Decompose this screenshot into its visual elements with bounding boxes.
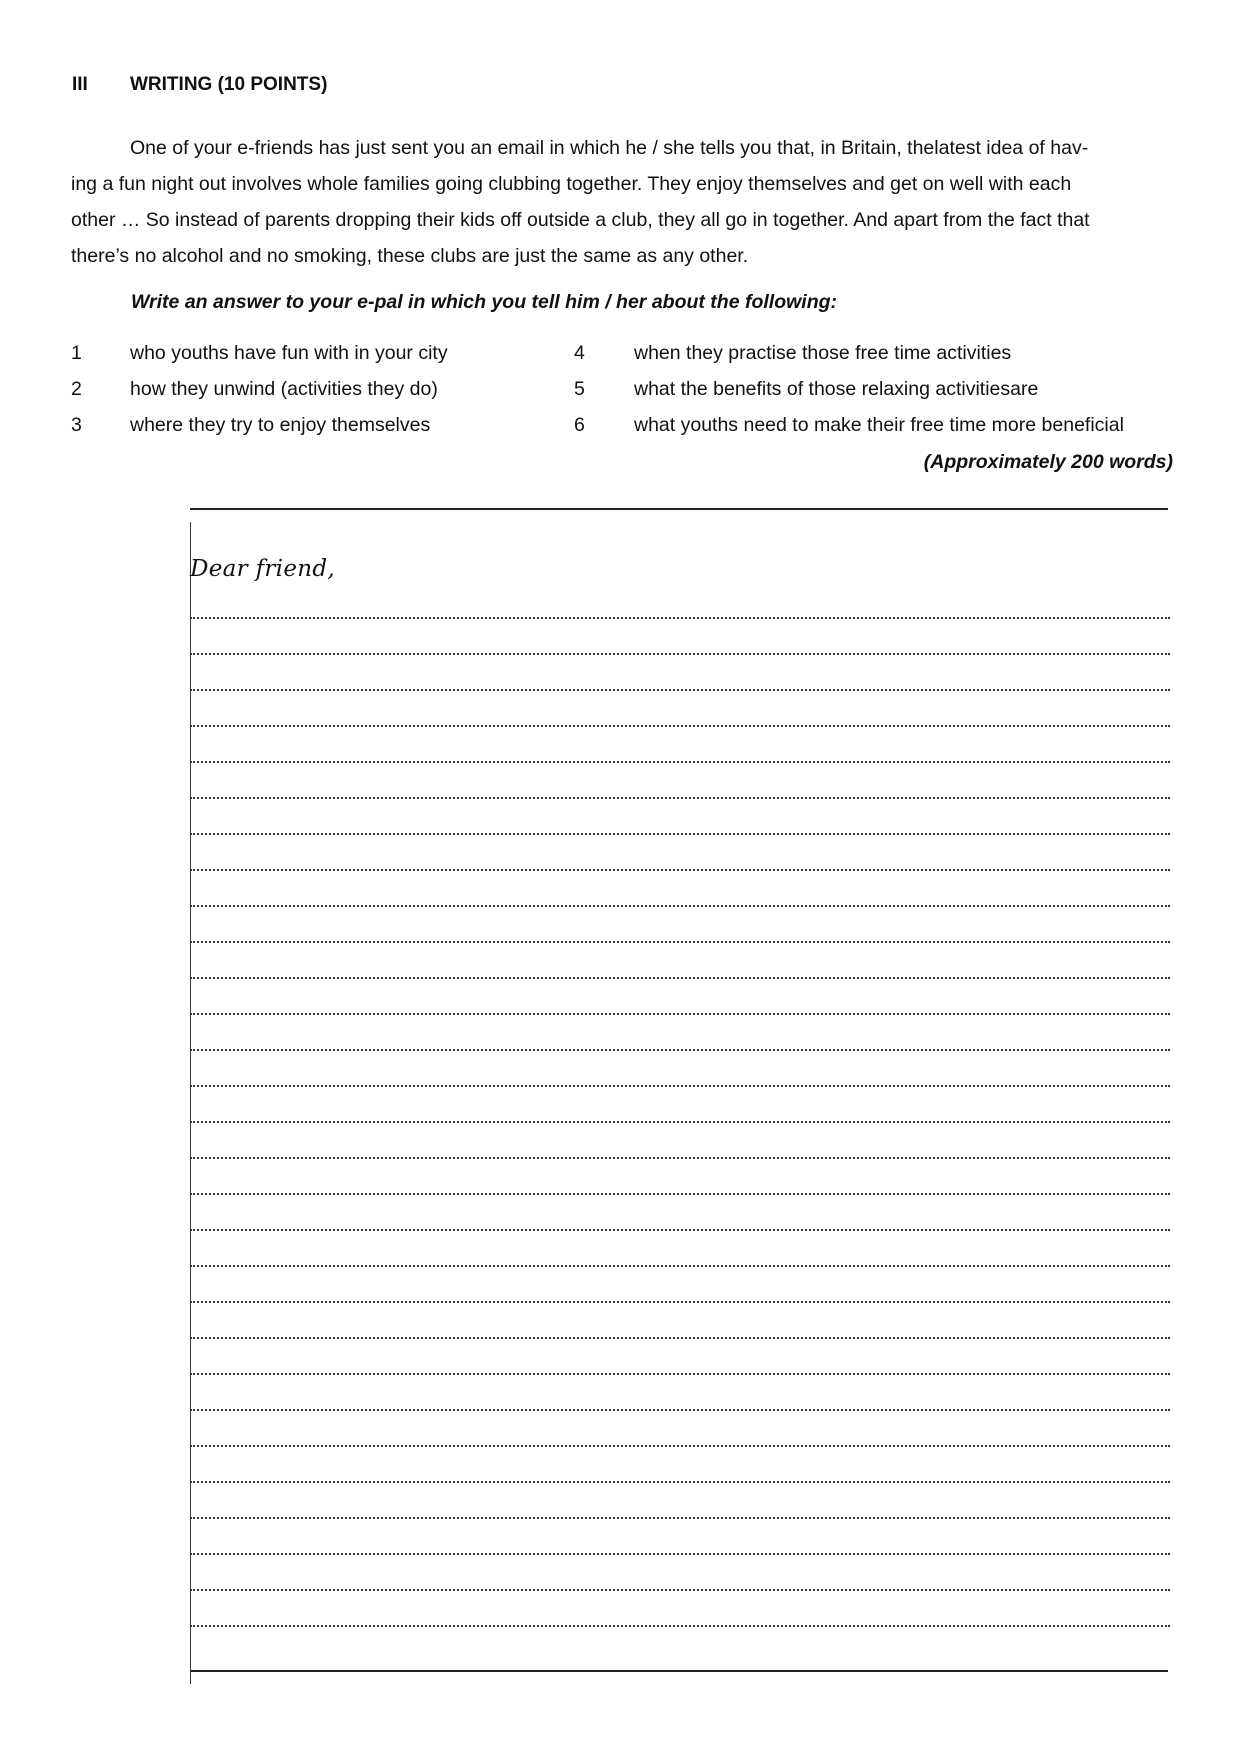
answer-box-left-rule (190, 522, 191, 1684)
task-text: who youths have fun with in your city (130, 342, 448, 364)
task-text: where they try to enjoy themselves (130, 414, 431, 436)
task-number: 5 (574, 378, 585, 400)
answer-line[interactable] (190, 1049, 1170, 1051)
task-text: what the benefits of those relaxing activitiesare (634, 378, 1039, 400)
answer-line[interactable] (190, 1481, 1170, 1483)
answer-box-bottom-rule (190, 1670, 1168, 1672)
answer-line[interactable] (190, 1193, 1170, 1195)
word-count-note: (Approximately 200 words) (923, 451, 1173, 473)
answer-line[interactable] (190, 1589, 1170, 1591)
answer-line[interactable] (190, 941, 1170, 943)
answer-line[interactable] (190, 797, 1170, 799)
prompt-line: ing a fun night out involves whole families going clubbing together. They enjoy themselves and get on well with each (71, 173, 1072, 195)
answer-line[interactable] (190, 617, 1170, 619)
task-text: what youths need to make their free time more beneficial (634, 414, 1124, 436)
answer-line[interactable] (190, 689, 1170, 691)
answer-line[interactable] (190, 1625, 1170, 1627)
answer-line[interactable] (190, 1157, 1170, 1159)
answer-line[interactable] (190, 653, 1170, 655)
task-number: 3 (71, 414, 82, 436)
answer-line[interactable] (190, 977, 1170, 979)
instruction: Write an answer to your e-pal in which you tell him / her about the following: (131, 291, 838, 313)
answer-line[interactable] (190, 905, 1170, 907)
answer-line[interactable] (190, 1517, 1170, 1519)
answer-line[interactable] (190, 1265, 1170, 1267)
section-title: WRITING (10 POINTS) (130, 74, 328, 95)
task-number: 6 (574, 414, 585, 436)
answer-line[interactable] (190, 1445, 1170, 1447)
answer-line[interactable] (190, 1085, 1170, 1087)
answer-line[interactable] (190, 869, 1170, 871)
task-text: how they unwind (activities they do) (130, 378, 438, 400)
prompt-paragraph (71, 130, 1171, 274)
prompt-line: there’s no alcohol and no smoking, these clubs are just the same as any other. (71, 245, 749, 267)
answer-box-top-rule (190, 508, 1168, 510)
task-number: 2 (71, 378, 82, 400)
task-number: 1 (71, 342, 82, 364)
answer-line[interactable] (190, 725, 1170, 727)
task-number: 4 (574, 342, 585, 364)
answer-line[interactable] (190, 1373, 1170, 1375)
answer-line[interactable] (190, 1409, 1170, 1411)
prompt-line: other … So instead of parents dropping their kids off outside a club, they all go in together. And apart from the fact that (71, 209, 1090, 231)
answer-line[interactable] (190, 1121, 1170, 1123)
prompt-line: One of your e-friends has just sent you an email in which he / she tells you that, in Britain, thelatest idea of hav- (130, 137, 1089, 159)
answer-line[interactable] (190, 761, 1170, 763)
letter-greeting: Dear friend, (190, 556, 335, 582)
answer-line[interactable] (190, 1301, 1170, 1303)
answer-line[interactable] (190, 1229, 1170, 1231)
answer-line[interactable] (190, 1013, 1170, 1015)
task-text: when they practise those free time activities (634, 342, 1012, 364)
answer-line[interactable] (190, 1553, 1170, 1555)
answer-line[interactable] (190, 1337, 1170, 1339)
answer-line[interactable] (190, 833, 1170, 835)
section-number: III (72, 74, 88, 95)
